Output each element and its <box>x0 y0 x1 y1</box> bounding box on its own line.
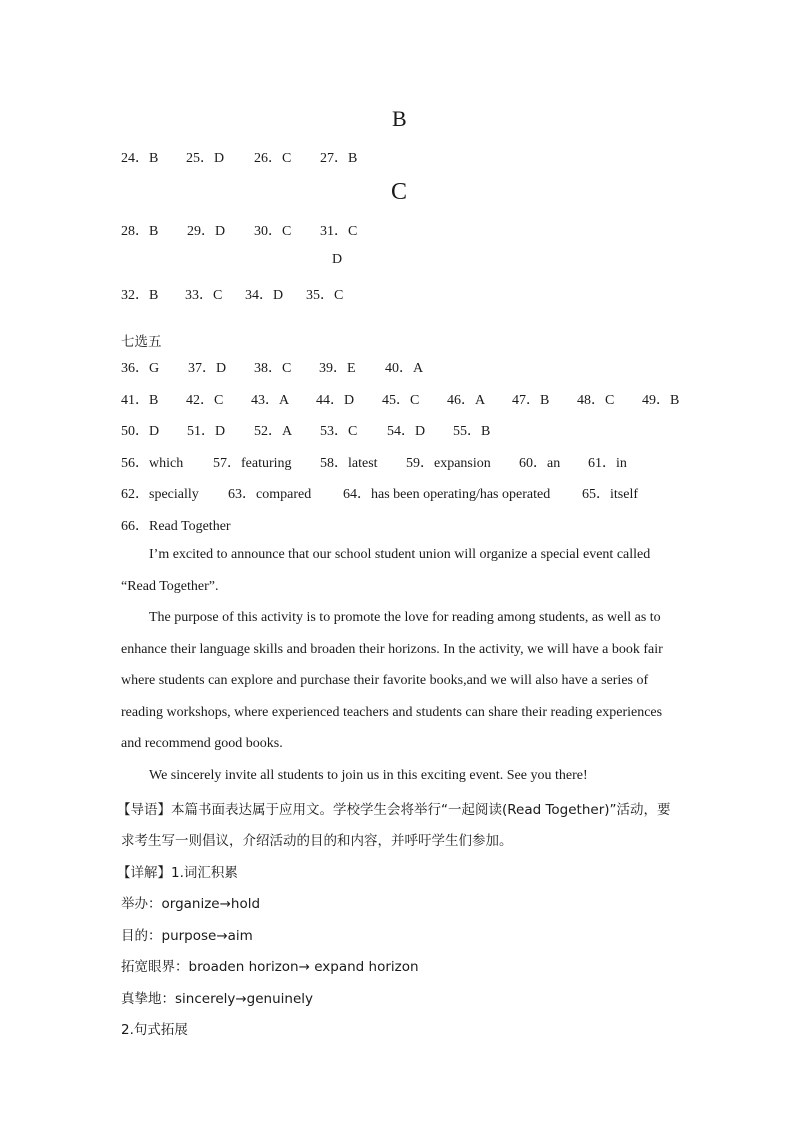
answer-item: 62．specially <box>121 487 199 502</box>
answer-item: 42．C <box>186 393 224 408</box>
answer-item: 53．C <box>320 424 358 439</box>
section-heading-b: B <box>392 106 407 131</box>
answer-item: 51．D <box>187 424 226 439</box>
answer-item: 36．G <box>121 361 160 376</box>
answer-item: 31．C <box>320 224 358 239</box>
details-section-heading: 2.句式拓展 <box>121 1022 188 1038</box>
answer-item: 35．C <box>306 288 344 303</box>
answer-item: 65．itself <box>582 487 638 502</box>
answer-item: 40．A <box>385 361 424 376</box>
text-line: reading workshops, where experienced teachers and students can share their reading experiences <box>121 704 663 720</box>
answer-item: 34．D <box>245 288 284 303</box>
answer-item: 43．A <box>251 393 290 408</box>
text-line: where students can explore and purchase their favorite books,and we will also have a series of <box>121 673 649 688</box>
answer-item: 48．C <box>577 393 615 408</box>
answer-item: 47．B <box>512 393 550 408</box>
text-line: I’m excited to announce that our school student union will organize a special event called <box>149 547 651 562</box>
answer-item: 61．in <box>588 456 627 471</box>
answer-item: 63．compared <box>228 487 312 502</box>
answer-item: 56．which <box>121 456 184 471</box>
writing-paragraph-3 <box>121 760 681 792</box>
answer-item: 46．A <box>447 393 486 408</box>
answer-item: 37．D <box>188 361 227 376</box>
details-heading: 【详解】1.词汇积累 <box>117 865 238 881</box>
guide-line-1: 【导语】本篇书面表达属于应用文。学校学生会将举行“一起阅读(Read Together)”活动，要 <box>117 802 671 818</box>
answer-item: 28．B <box>121 224 159 239</box>
answer-item: 26．C <box>254 151 292 166</box>
answer-item: 24．B <box>121 151 159 166</box>
answer-item: 52．A <box>254 424 293 439</box>
vocab-item: 真挚地：sincerely→genuinely <box>121 991 314 1007</box>
answer-item: 30．C <box>254 224 292 239</box>
section-heading-seven-choose-five: 七选五 <box>121 334 162 350</box>
answer-item: 33．C <box>185 288 223 303</box>
answer-item: 44．D <box>316 393 355 408</box>
answer-item: 29．D <box>187 224 226 239</box>
answer-item: 57．featuring <box>213 456 292 471</box>
answer-item: 55．B <box>453 424 491 439</box>
section-heading-c: C <box>391 179 408 205</box>
writing-paragraph-1 <box>121 539 681 602</box>
text-line: We sincerely invite all students to join us in this exciting event. See you there! <box>149 768 588 783</box>
guide-line-2: 求考生写一则倡议，介绍活动的目的和内容，并呼吁学生们参加。 <box>121 833 513 849</box>
text-line: enhance their language skills and broaden their horizons. In the activity, we will have a book fair <box>121 641 663 657</box>
text-line: “Read Together”. <box>121 578 219 594</box>
section-heading-d: D <box>332 252 343 267</box>
answer-item: 58．latest <box>320 456 378 471</box>
text-line: The purpose of this activity is to promote the love for reading among students, as well as to <box>149 610 661 625</box>
answer-item: 27．B <box>320 151 358 166</box>
vocab-item: 举办：organize→hold <box>121 896 261 912</box>
answer-item: 49．B <box>642 393 680 408</box>
writing-title: 66．Read Together <box>121 519 231 534</box>
answer-item: 38．C <box>254 361 292 376</box>
answer-item: 45．C <box>382 393 420 408</box>
vocab-item: 拓宽眼界：broaden horizon→ expand horizon <box>121 959 419 975</box>
answer-item: 50．D <box>121 424 160 439</box>
answer-item: 32．B <box>121 288 159 303</box>
answer-item: 64．has been operating/has operated <box>343 487 551 502</box>
text-line: and recommend good books. <box>121 736 283 751</box>
answer-item: 60．an <box>519 456 561 471</box>
answer-item: 54．D <box>387 424 426 439</box>
answer-item: 25．D <box>186 151 225 166</box>
vocab-item: 目的：purpose→aim <box>121 928 253 944</box>
answer-item: 59．expansion <box>406 456 491 471</box>
answer-item: 41．B <box>121 393 159 408</box>
writing-paragraph-2 <box>121 602 681 760</box>
answer-item: 39．E <box>319 361 356 376</box>
